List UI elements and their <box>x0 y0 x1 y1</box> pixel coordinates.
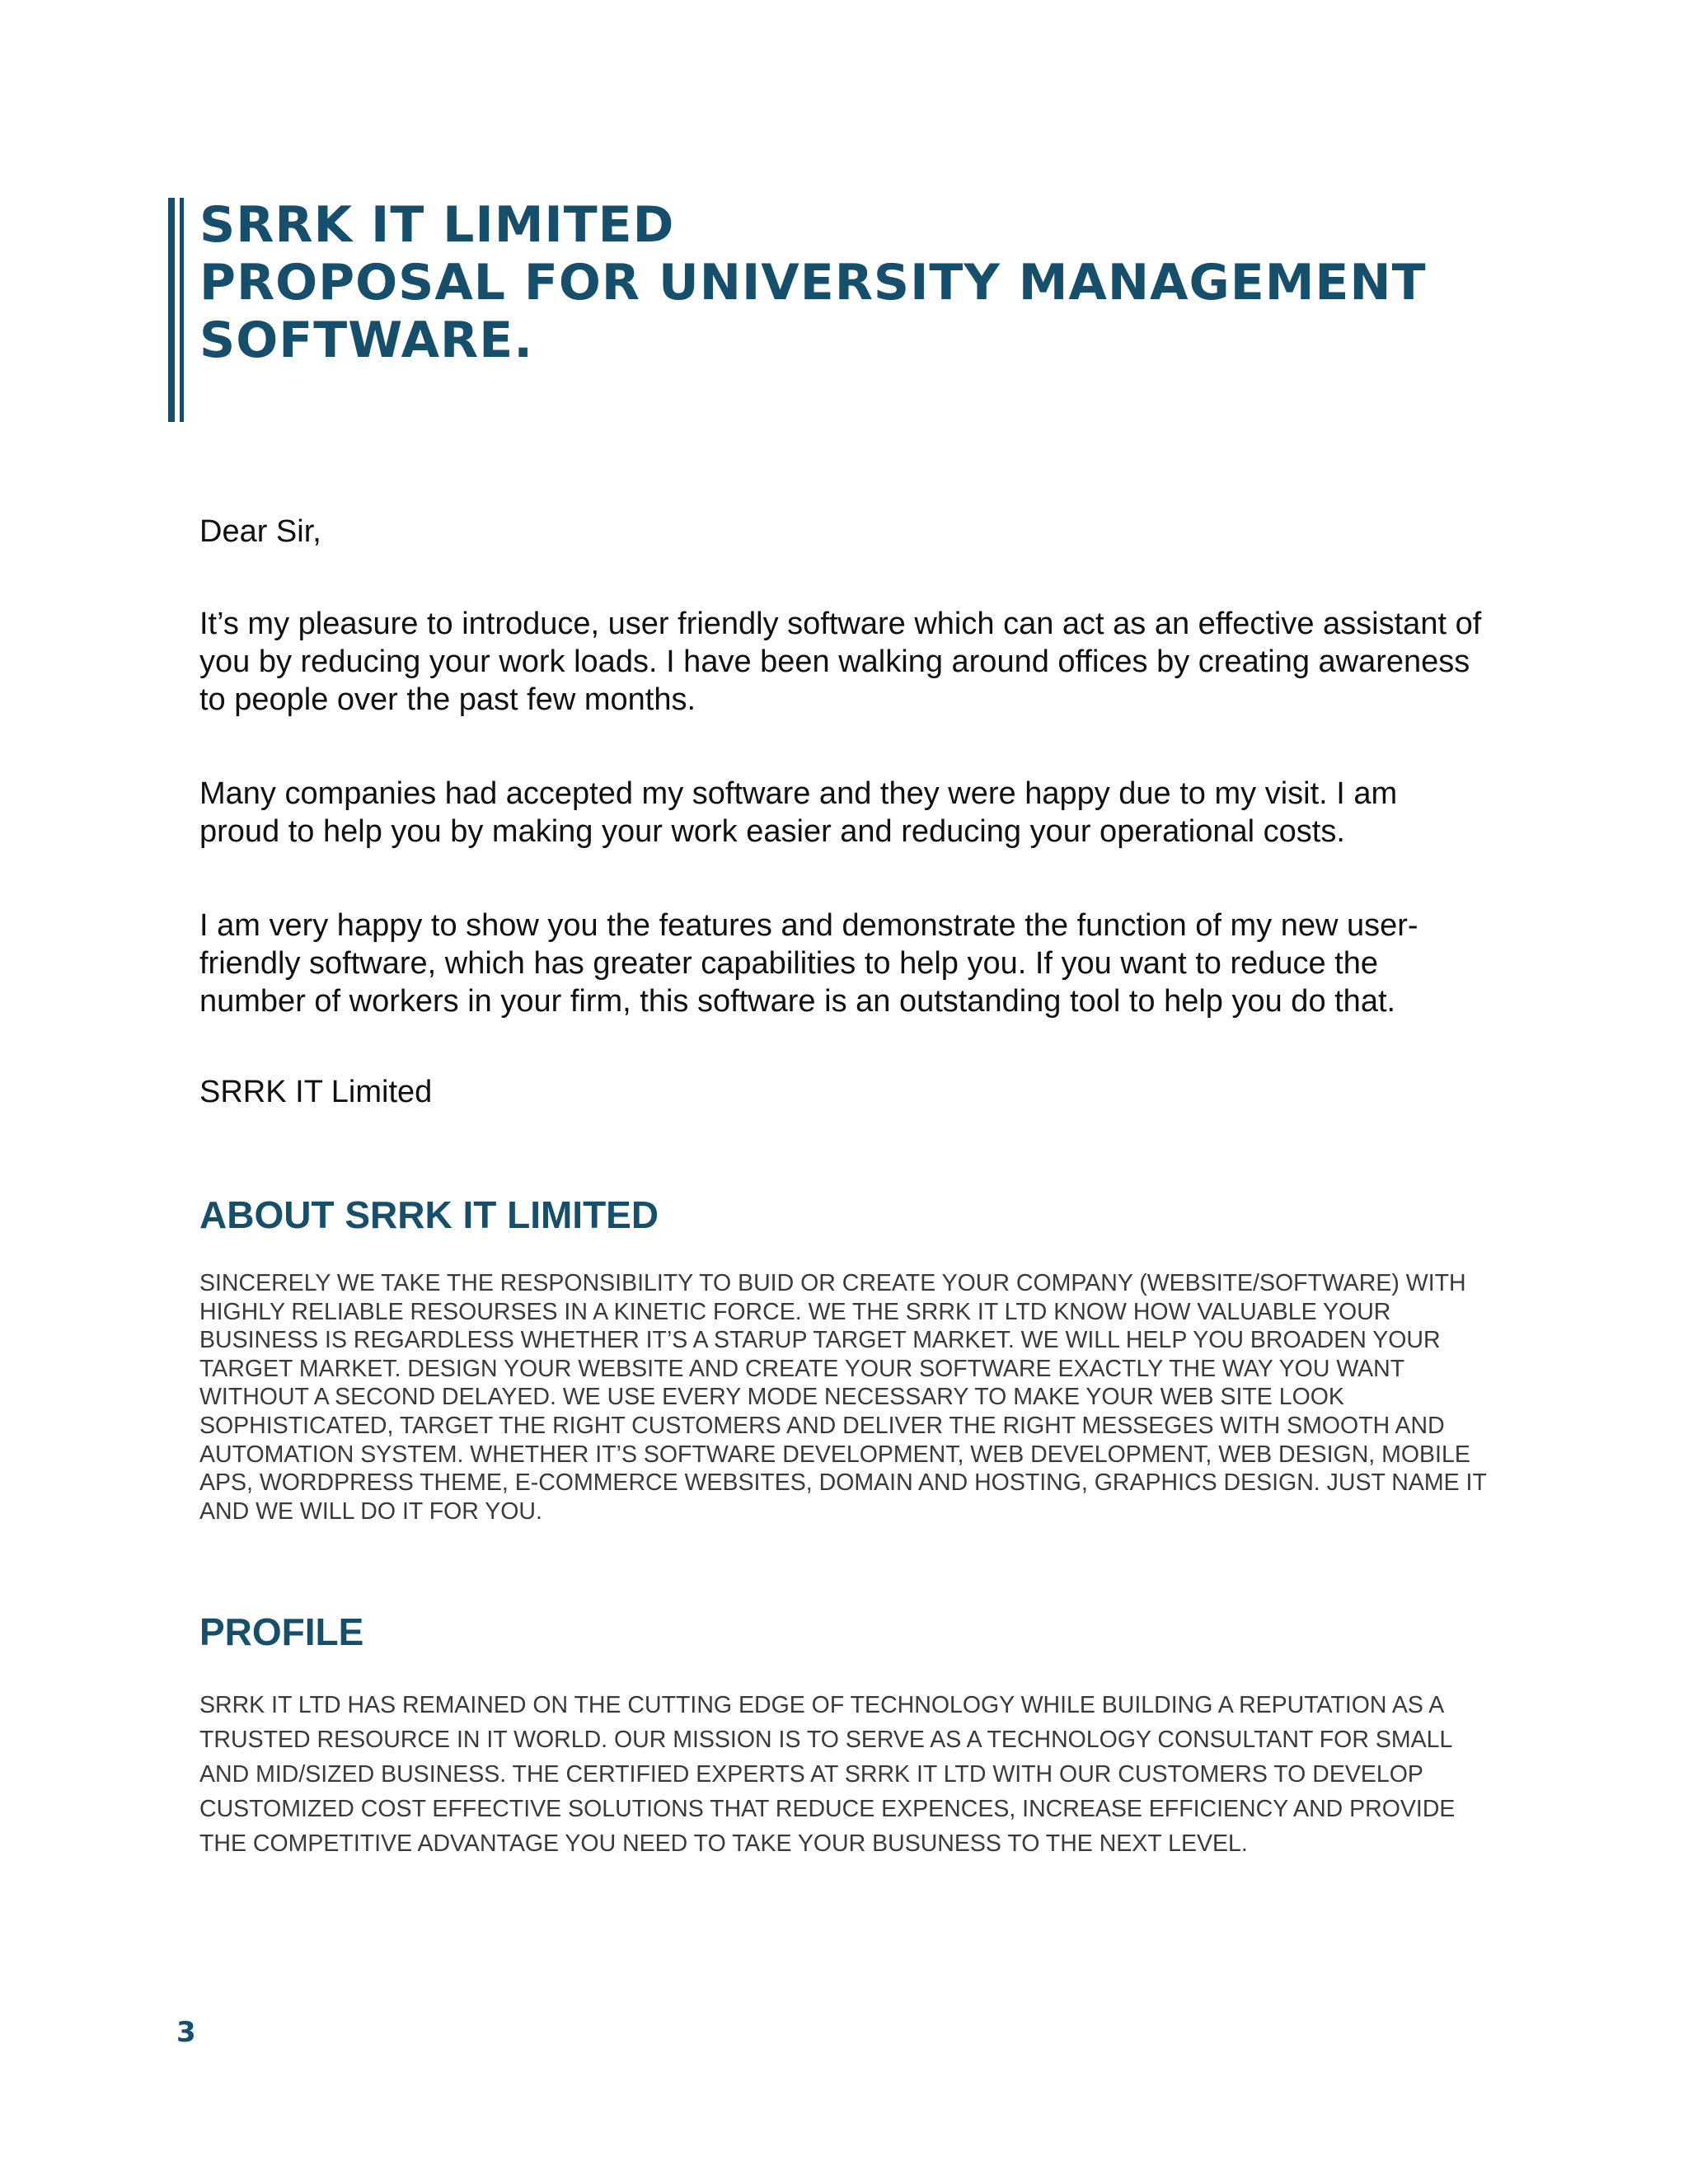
title-line-company: SRRK IT LIMITED <box>199 196 675 254</box>
page-number: 3 <box>176 2016 196 2049</box>
title-line-software: SOFTWARE. <box>199 312 534 369</box>
letter-paragraph: Many companies had accepted my software and they were happy due to my visit. I am proud to help you by making your work easier and reducing your operational costs. <box>199 776 1398 849</box>
letter-paragraph: I am very happy to show you the features and demonstrate the function of my new user-friendly software, which has greater capabilities to help you. If you want to reduce the number of workers in your firm, this software is an outstanding tool to help you do that. <box>199 908 1418 1019</box>
title-accent-bar <box>168 198 175 422</box>
profile-text: SRRK IT LTD HAS REMAINED ON THE CUTTING EDGE OF TECHNOLOGY WHILE BUILDING A REPUTATION AS A TRUSTED RESOURCE IN IT WORLD. OUR MISSION IS TO SERVE AS A TECHNOLOGY CONSULTANT FOR SMALL AND MID/SIZED BUSINESS. THE CERTIFIED EXPERTS AT SRRK IT LTD WITH OUR CUSTOMERS TO DEVELOP CUSTOMIZED COST EFFECTIVE SOLUTIONS THAT REDUCE EXPENCES, INCREASE EFFICIENCY AND PROVIDE THE COMPETITIVE ADVANTAGE YOU NEED TO TAKE YOUR BUSUNESS TO THE NEXT LEVEL. <box>199 1692 1456 1857</box>
about-heading: ABOUT SRRK IT LIMITED <box>199 1193 659 1236</box>
letter-salutation: Dear Sir, <box>199 514 321 549</box>
letter-signoff: SRRK IT Limited <box>199 1075 433 1109</box>
letter-paragraph: It’s my pleasure to introduce, user friendly software which can act as an effective assistant of you by reducing your work loads. I have been walking around offices by creating awareness to people over the past few months. <box>199 607 1482 717</box>
title-accent-bar-inner <box>180 198 184 422</box>
about-text: SINCERELY WE TAKE THE RESPONSIBILITY TO BUID OR CREATE YOUR COMPANY (WEBSITE/SOFTWARE) WITH HIGHLY RELIABLE RESOURSES IN A KINETIC FORCE. WE THE SRRK IT LTD KNOW HOW VALUABLE YOUR BUSINESS IS REGARDLESS WHETHER IT’S A STARUP TARGET MARKET. WE WILL HELP YOU BROADEN YOUR TARGET MARKET. DESIGN YOUR WEBSITE AND CREATE YOUR SOFTWARE EXACTLY THE WAY YOU WANT WITHOUT A SECOND DELAYED. WE USE EVERY MODE NECESSARY TO MAKE YOUR WEB SITE LOOK SOPHISTICATED, TARGET THE RIGHT CUSTOMERS AND DELIVER THE RIGHT MESSEGES WITH SMOOTH AND AUTOMATION SYSTEM. WHETHER IT’S SOFTWARE DEVELOPMENT, WEB DEVELOPMENT, WEB DESIGN, MOBILE APS, WORDPRESS THEME, E-COMMERCE WEBSITES, DOMAIN AND HOSTING, GRAPHICS DESIGN. JUST NAME IT AND WE WILL DO IT FOR YOU. <box>199 1270 1487 1525</box>
title-line-proposal: PROPOSAL FOR UNIVERSITY MANAGEMENT <box>199 254 1427 312</box>
document-title <box>199 196 1551 369</box>
profile-heading: PROFILE <box>199 1610 364 1653</box>
